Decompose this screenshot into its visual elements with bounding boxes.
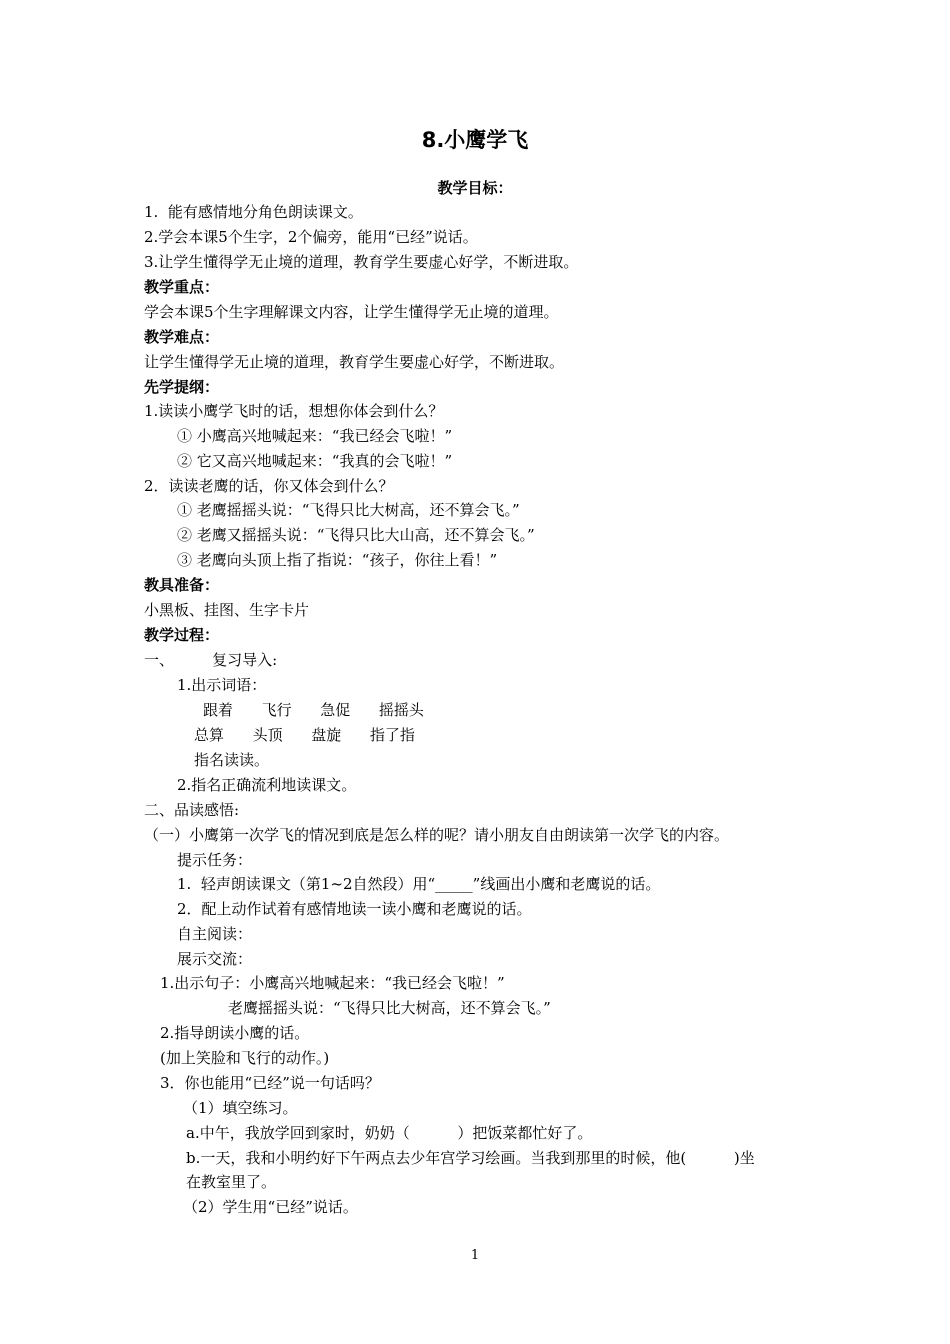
process-heading: 教学过程： (144, 626, 220, 644)
process-note: (加上笑脸和飞行的动作。) (160, 1049, 330, 1067)
outline-question: 2．读读老鹰的话，你又体会到什么？ (144, 477, 394, 495)
outline-item: ② 它又高兴地喊起来：“我真的会飞啦！” (177, 452, 453, 470)
process-step: 1. 轻声朗读课文（第1~2自然段）用“_____”线画出小鹰和老鹰说的话。 (177, 875, 661, 893)
process-step: 3．你也能用“已经”说一句话吗？ (160, 1074, 380, 1092)
exercise-item: b.一天，我和小明约好下午两点去少年宫学习绘画。当我到那里的时候，他( )坐 (186, 1149, 755, 1167)
process-step: 提示任务： (177, 851, 253, 869)
materials-text: 小黑板、挂图、生字卡片 (144, 601, 310, 619)
materials-heading: 教具准备： (144, 576, 220, 594)
objective-item: 1. 能有感情地分角色朗读课文。 (144, 203, 363, 221)
process-step: 指名读读。 (194, 751, 270, 769)
key-points-heading: 教学重点： (144, 278, 220, 296)
process-part-heading: 二、品读感悟: (144, 801, 240, 819)
outline-item: ② 老鹰又摇摇头说：“飞得只比大山高，还不算会飞。” (177, 526, 535, 544)
objective-item: 2.学会本课5个生字，2个偏旁，能用“已经”说话。 (144, 228, 478, 246)
process-step: 2．配上动作试着有感情地读一读小鹰和老鹰说的话。 (177, 900, 532, 918)
difficulties-heading: 教学难点： (144, 328, 220, 346)
outline-heading: 先学提纲： (144, 378, 220, 396)
outline-item: ① 老鹰摇摇头说：“飞得只比大树高，还不算会飞。” (177, 501, 520, 519)
outline-item: ① 小鹰高兴地喊起来：“我已经会飞啦！” (177, 427, 453, 445)
key-points-text: 学会本课5个生字理解课文内容，让学生懂得学无止境的道理。 (144, 303, 559, 321)
outline-question: 1.读读小鹰学飞时的话，想想你体会到什么？ (144, 402, 444, 420)
objectives-heading: 教学目标： (437, 179, 513, 197)
vocab-row: 跟着 飞行 急促 摇摇头 (203, 701, 424, 719)
difficulties-text: 让学生懂得学无止境的道理，教育学生要虚心好学，不断进取。 (144, 353, 565, 371)
process-step: （2）学生用“已经”说话。 (183, 1198, 358, 1216)
exercise-item: 在教室里了。 (186, 1173, 277, 1191)
process-question: （一）小鹰第一次学飞的情况到底是怎么样的呢？请小朋友自由朗读第一次学飞的内容。 (144, 826, 730, 844)
exercise-item: a.中午，我放学回到家时，奶奶（ ）把饭菜都忙好了。 (186, 1124, 593, 1142)
process-step: 自主阅读： (177, 925, 253, 943)
process-step: （1）填空练习。 (183, 1099, 298, 1117)
process-step: 2.指名正确流利地读课文。 (177, 776, 357, 794)
process-step: 2.指导朗读小鹰的话。 (160, 1024, 310, 1042)
process-step: 1.出示句子：小鹰高兴地喊起来：“我已经会飞啦！” (160, 974, 505, 992)
lesson-title: 8.小鹰学飞 (421, 128, 529, 152)
process-step: 老鹰摇摇头说：“飞得只比大树高，还不算会飞。” (228, 999, 551, 1017)
process-part-heading: 一、 复习导入: (144, 651, 278, 669)
outline-item: ③ 老鹰向头顶上指了指说：“孩子，你往上看！” (177, 551, 498, 569)
page-number: 1 (470, 1248, 480, 1263)
process-step: 展示交流： (177, 950, 253, 968)
process-step: 1.出示词语： (177, 676, 267, 694)
objective-item: 3.让学生懂得学无止境的道理，教育学生要虚心好学，不断进取。 (144, 253, 579, 271)
vocab-row: 总算 头顶 盘旋 指了指 (194, 726, 415, 744)
